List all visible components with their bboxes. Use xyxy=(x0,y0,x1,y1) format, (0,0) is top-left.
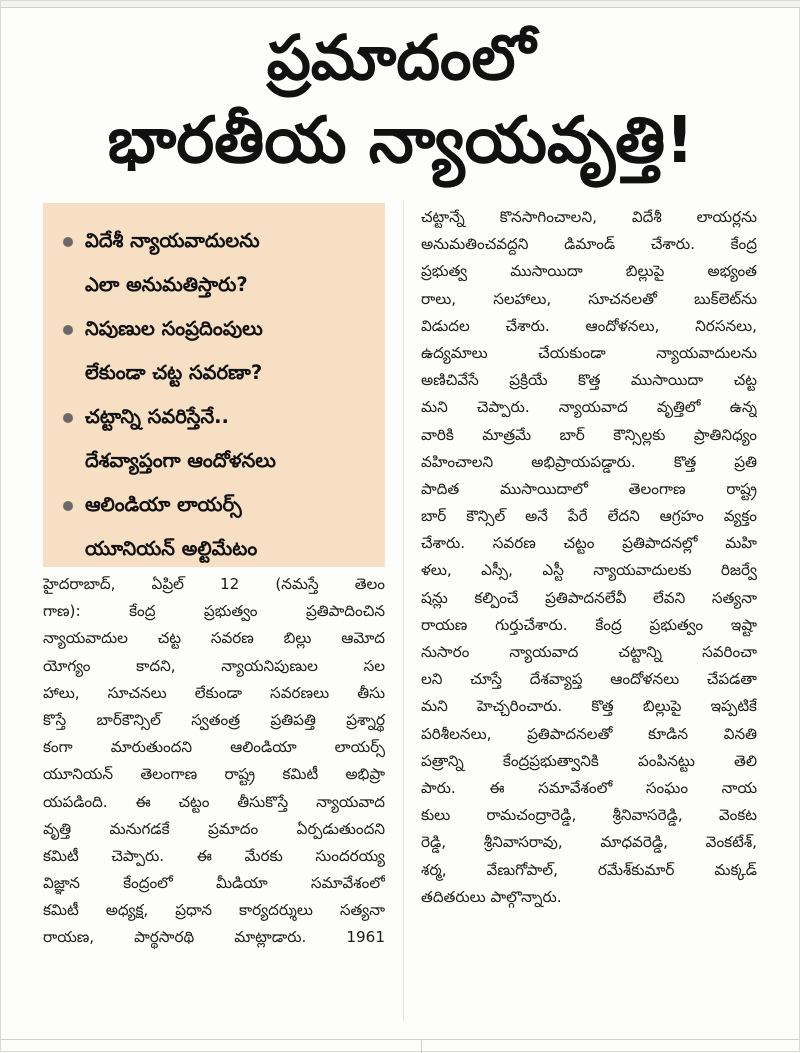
headline-line-2: భారతీయ న్యాయవృత్తి! xyxy=(107,104,695,178)
body-line: యపడింది. ఈ చట్టం తీసుకొస్తే న్యాయవాద xyxy=(43,792,385,811)
body-line: కమిటీ అధ్యక్ష, ప్రధాన కార్యదర్శులు సత్యనా xyxy=(43,901,385,920)
body-line: కమిటీ చెప్పారు. ఈ మేరకు సుందరయ్య xyxy=(43,846,385,865)
clipping-top-edge xyxy=(1,1,800,8)
bullet-icon xyxy=(63,501,73,511)
body-line: పాదిత ముసాయిదాలో తెలంగాణ రాష్ట్ర xyxy=(421,479,757,498)
body-line: ళలు, ఎస్సీ, ఎస్టీ న్యాయవాదులకు రిజర్వే xyxy=(421,561,757,580)
body-column-right xyxy=(421,204,757,911)
body-line: అణిచివేసే ప్రక్రియే కొత్త ముసాయిదా చట్ట xyxy=(421,371,757,390)
headline-line-1: ప్రమాదంలో xyxy=(266,21,536,94)
body-line: ఉద్యమాలు చేయకుండా న్యాయవాదులను xyxy=(421,343,757,362)
body-line: మని చెప్పారు. న్యాయవాద వృత్తిలో ఉన్న xyxy=(421,398,757,417)
body-line: శర్మ, వేణుగోపాల్, రమేశ్‌కుమార్ మక్కడ్ xyxy=(421,860,757,879)
highlight-line: ఎలా అనుమతిస్తారు? xyxy=(85,273,248,296)
highlights-box xyxy=(43,203,385,567)
highlight-item xyxy=(63,307,375,395)
body-line: యోగ్యం కాదని, న్యాయనిపుణుల సల xyxy=(43,656,385,675)
body-line: తదితరులు పాల్గొన్నారు. xyxy=(421,887,562,906)
body-line: లని చూస్తే దేశవ్యాప్త ఆందోళనలు చేపడతా xyxy=(421,670,757,689)
body-line: విజ్ఞాన కేంద్రంలో మీడియా సమావేశంలో xyxy=(43,874,385,893)
column-divider xyxy=(403,201,404,1021)
body-line: మని హెచ్చరించారు. కొత్త బిల్లుపై ఇప్పటికే xyxy=(421,697,757,716)
highlight-line: నిపుణుల సంప్రదింపులు xyxy=(85,317,263,340)
highlight-line: విదేశీ న్యాయవాదులను xyxy=(85,229,260,252)
body-line: రాయణ, పార్థసారథి మాట్లాడారు. 1961 xyxy=(43,928,385,947)
body-line: చట్టాన్నే కొనసాగించాలని, విదేశీ లాయర్లను xyxy=(421,208,757,226)
body-line: చేశారు. సవరణ చట్టం ప్రతిపాదనల్లో మహి xyxy=(421,534,757,553)
body-line: హైదరాబాద్, ఏప్రిల్ 12 (నమస్తే తెలం xyxy=(43,575,385,593)
body-line: పత్రాన్ని కేంద్రప్రభుత్వానికి పంపినట్టు తెలి xyxy=(421,751,757,770)
body-line: వృత్తి మనుగడకే ప్రమాదం ఏర్పడుతుందని xyxy=(43,819,385,838)
body-line: రెడ్డి, శ్రీనివాసరావు, మాధవరెడ్డి, వెంకటేశ్, xyxy=(421,833,757,852)
body-line: వహించాలని అభిప్రాయపడ్డారు. కొత్త ప్రతి xyxy=(421,452,757,471)
body-line: రాలు, సలహాలు, సూచనలతో బుక్‌లెట్‌ను xyxy=(421,289,757,308)
body-line: కొస్తే బార్‌కౌన్సిల్ స్వతంత్ర ప్రతిపత్తి ప్రశ్నార్థ xyxy=(43,710,385,729)
highlight-item xyxy=(63,483,375,571)
bullet-icon xyxy=(63,325,73,335)
body-line: న్యాయవాదుల చట్ట సవరణ బిల్లు ఆమోద xyxy=(43,629,385,648)
highlight-item xyxy=(63,395,375,483)
bullet-icon xyxy=(63,237,73,247)
body-line: బార్ కౌన్సిల్ అనే పేరే లేదని ఆగ్రహం వ్యక్తం xyxy=(421,507,757,526)
body-line: హాలు, సూచనలు లేకుండా సవరణలు తీసు xyxy=(43,683,385,702)
bottom-divider xyxy=(1,1039,800,1040)
highlight-line: చట్టాన్ని సవరిస్తేనే.. xyxy=(85,405,229,428)
body-line: ప్రభుత్వ ముసాయిదా బిల్లుపై అభ్యంత xyxy=(421,262,757,281)
body-line: యూనియన్ తెలంగాణ రాష్ట్ర కమిటీ అభిప్రా xyxy=(43,765,385,784)
body-line: పరిశీలనలు, ప్రతిపాదనలతో కూడిన వినతి xyxy=(421,724,757,743)
bullet-icon xyxy=(63,413,73,423)
body-line: అనుమతించవద్దని డిమాండ్ చేశారు. కేంద్ర xyxy=(421,235,757,254)
highlight-line: లేకుండా చట్ట సవరణా? xyxy=(85,361,263,384)
bottom-column-tick xyxy=(421,1039,422,1053)
highlight-line: దేశవ్యాప్తంగా ఆందోళనలు xyxy=(85,449,276,472)
body-line: గాణ): కేంద్ర ప్రభుత్వం ప్రతిపాదించిన xyxy=(43,602,385,621)
highlight-line: యూనియన్ అల్టిమేటం xyxy=(85,537,258,560)
body-line: కులు రామచంద్రారెడ్డి, శ్రీనివాసరెడ్డి, వెంకట xyxy=(421,806,757,825)
body-line: కంగా మారుతుందని ఆలిండియా లాయర్స్ xyxy=(43,738,385,757)
body-line: షన్లు కల్పించే ప్రతిపాదనలేవీ లేవని సత్యనా xyxy=(421,588,757,607)
body-column-left xyxy=(43,571,385,952)
body-line: రాయణ గుర్తుచేశారు. కేంద్ర ప్రభుత్వం ఇష్టా xyxy=(421,615,757,634)
highlight-line: ఆలిండియా లాయర్స్ xyxy=(85,493,242,516)
body-line: విడుదల చేశారు. ఆందోళనలు, నిరసనలు, xyxy=(421,316,757,335)
body-line: వారికి మాత్రమే బార్ కౌన్సిల్లకు ప్రాతినిధ్యం xyxy=(421,425,757,444)
body-line: పారు. ఈ సమావేశంలో సంఘం నాయ xyxy=(421,778,757,797)
highlight-item xyxy=(63,219,375,307)
body-line: నుసారం న్యాయవాద చట్టాన్ని సవరించా xyxy=(421,643,757,661)
